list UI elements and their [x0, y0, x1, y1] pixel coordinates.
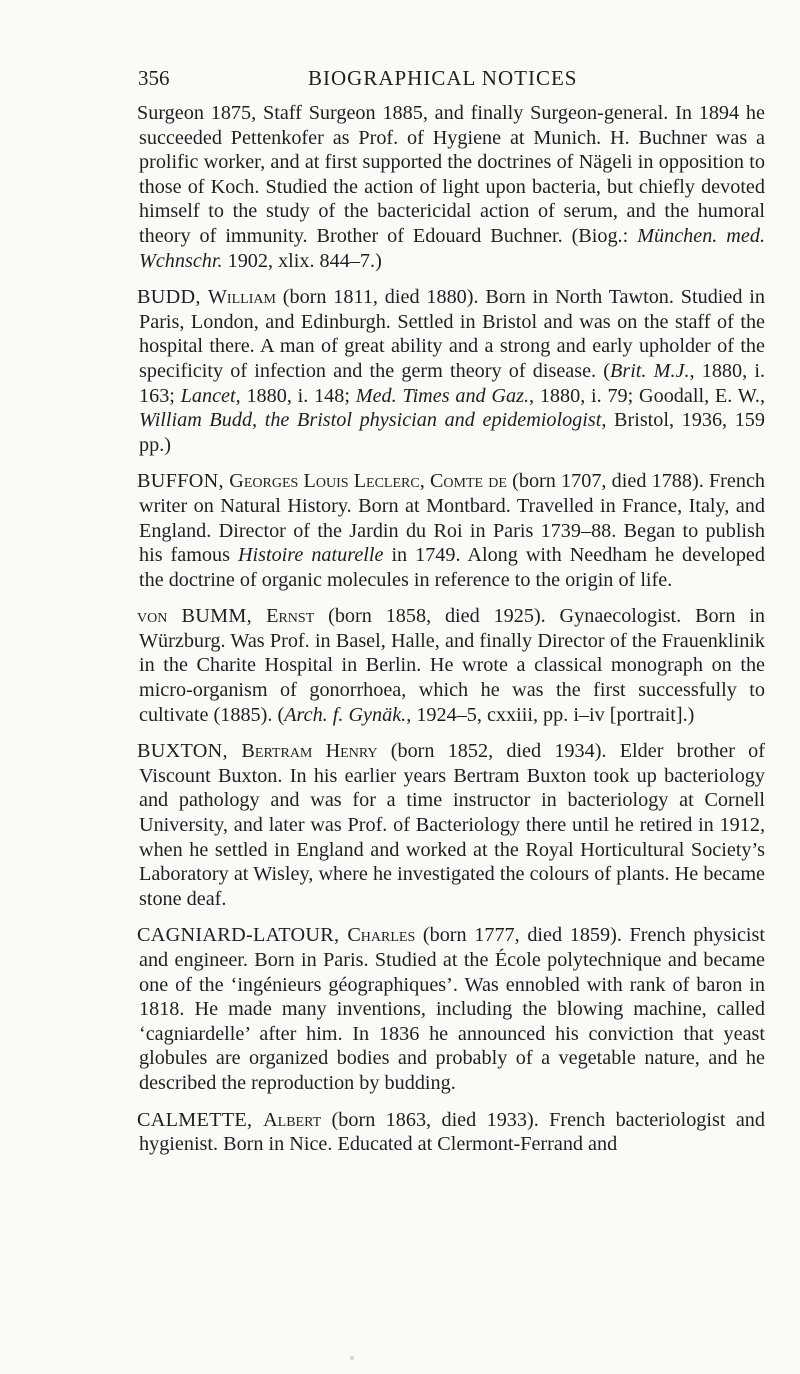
citation-italic: München. med. Wchnschr. — [139, 224, 765, 272]
text-run: Surgeon 1875, Staff Surgeon 1885, and finally Surgeon-general. In 1894 he succeeded Pettenkofer as Prof. of Hygiene at Munich. H. Buchner was a prolific worker, and at first supported the doctrines of Nägeli in opposition to those of Koch. Studied the action of light upon bacteria, but chiefly devoted himself to the study of the bactericidal action of serum, and the humoral theory of immunity. Brother of Edouard Buchner. (Biog.: — [137, 102, 765, 247]
citation-italic: Brit. M.J. — [610, 359, 690, 382]
text-run: (born 1811, died 1880). Born in North Tawton. Studied in Paris, London, and Edinburgh. Settled in Bristol and was on the staff of the hospital there. A man of great ability and a strong and early upholder of the specificity of infection and the germ theory of disease. ( — [139, 286, 765, 382]
text-run: , 1924–5, cxxiii, pp. i–iv [portrait].) — [406, 703, 695, 726]
text-run: , 1880, i. 148; — [235, 384, 356, 407]
given-names: Bertram Henry — [241, 740, 378, 763]
given-names: von — [137, 605, 168, 628]
entry-calmette — [139, 1108, 765, 1157]
citation-italic: Arch. f. Gynäk. — [284, 703, 407, 726]
surname-heading: BUMM, — [167, 605, 267, 628]
text-run: , 1880, i. 79; Goodall, E. W., — [529, 384, 765, 407]
citation-italic: Histoire naturelle — [237, 544, 384, 567]
text-run: (born 1852, died 1934). Elder brother of Viscount Buxton. In his earlier years Bertram Buxton took up bacteriology and pathology and was for a time instructor in bacteriology at Cornell University, and later was Prof. of Bacteriology there until he retired in 1912, when he settled in England and worked at the Royal Horticultural Society’s Laboratory at Wisley, where he investigated the colours of plants. He became stone deaf. — [139, 740, 765, 910]
surname-heading: CALMETTE, — [137, 1108, 264, 1131]
given-names: Charles — [347, 924, 416, 947]
text-run: 1902, xlix. 844–7.) — [222, 249, 382, 272]
text-run: in 1749. Along with Needham he developed the doctrine of organic molecules in reference to the origin of life. — [139, 544, 765, 591]
page-number: 356 — [138, 66, 170, 90]
citation-italic: Lancet — [180, 384, 236, 407]
body-text — [139, 101, 765, 1157]
text-run: (born 1707, died 1788). French writer on Natural History. Born at Montbard. Travelled in France, Italy, and England. Director of the Jardin du Roi in Paris 1739–88. Began to publish his famous — [139, 470, 765, 567]
entry-buffon — [139, 469, 765, 592]
running-head — [138, 66, 738, 94]
entry-bumm — [139, 604, 765, 727]
surname-heading: BUDD, — [137, 286, 208, 309]
text-run: (born 1858, died 1925). Gynaecologist. Born in Würzburg. Was Prof. in Basel, Halle, and finally Director of the Frauenklinik in the Charite Hospital in Berlin. He wrote a classical monograph on the micro-organism of gonorrhoea, which he was the first successfully to cultivate (1885). ( — [139, 605, 765, 726]
text-run: , 1880, i. 163; — [139, 359, 765, 407]
surname-heading: BUXTON, — [137, 740, 242, 763]
entry-buxton — [139, 739, 765, 911]
text-run: (born 1863, died 1933). French bacteriologist and hygienist. Born in Nice. Educated at Clermont-Ferrand and — [139, 1108, 765, 1156]
running-head-title: BIOGRAPHICAL NOTICES — [308, 66, 578, 90]
surname-heading: BUFFON, — [137, 470, 230, 493]
entry-cagniard-latour — [139, 923, 765, 1095]
entry-budd — [139, 285, 765, 457]
surname-heading: CAGNIARD-LATOUR, — [137, 924, 348, 947]
citation-italic: William Budd, the Bristol physician and epidemiologist — [139, 409, 602, 432]
paper-speck — [350, 1356, 354, 1360]
given-names: Albert — [263, 1108, 322, 1131]
given-names: Georges Louis Leclerc, Comte de — [229, 470, 507, 493]
entry-continuation — [139, 101, 765, 273]
text-run: , Bristol, 1936, 159 pp.) — [139, 409, 765, 456]
given-names: Ernst — [266, 605, 315, 628]
given-names: William — [207, 286, 276, 309]
citation-italic: Med. Times and Gaz. — [355, 384, 529, 407]
text-run: (born 1777, died 1859). French physicist and engineer. Born in Paris. Studied at the École polytechnique and became one of the ‘ingénieurs géographiques’. Was ennobled with rank of baron in 1818. He made many inventions, including the blowing machine, called ‘cagniardelle’ after him. In 1836 he announced his conviction that yeast globules are organized bodies and probably of a vegetable nature, and he described the reproduction by budding. — [139, 924, 765, 1094]
